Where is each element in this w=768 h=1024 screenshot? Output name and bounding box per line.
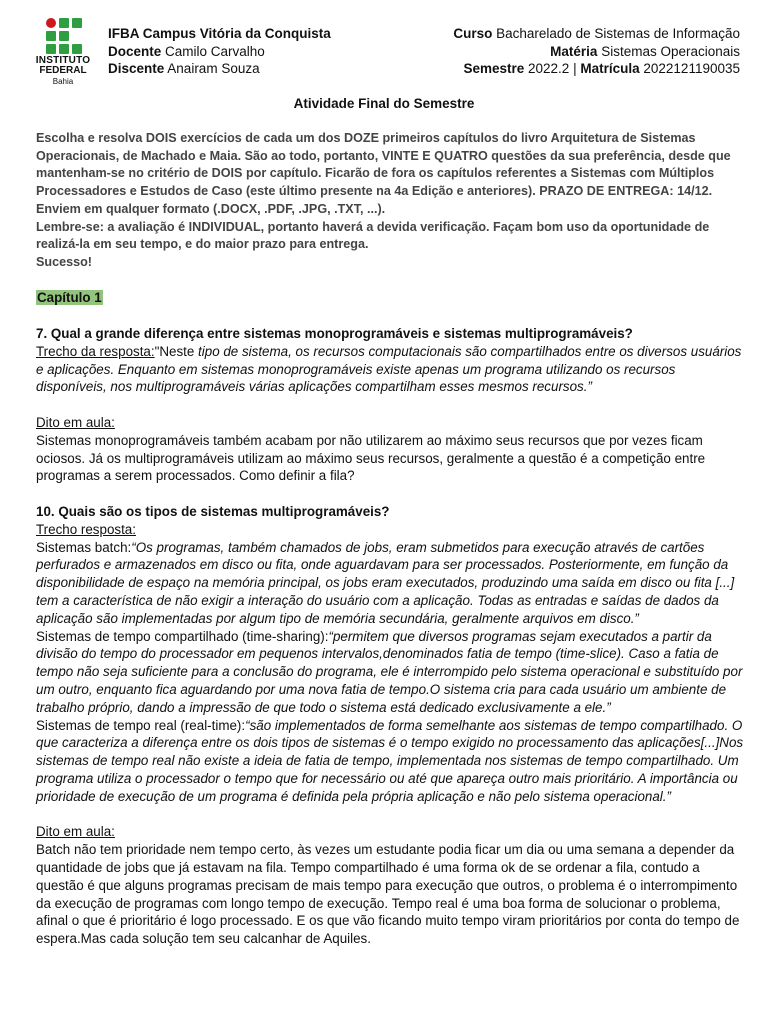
materia-line (453, 43, 740, 61)
q7-dito-label: Dito em aula: (36, 415, 115, 430)
q7-trecho-label: Trecho da resposta: (36, 343, 155, 359)
logo-line1: INSTITUTO (35, 55, 91, 66)
semestre-label: Semestre (463, 61, 525, 76)
instructions-p1: Escolha e resolva DOIS exercícios de cada um dos DOZE primeiros capítulos do livro Arquitetura de Sistemas Operacionais, de Machado e Maia. São ao todo, portanto, VINTE E QUATRO questões da sua preferência, desde que mantenham-se no critério de DOIS por capítulo. Ficarão de fora os capítulos referentes a Sistemas com Múltiplos Processadores e Estudos de Caso (este último presente na 4a Edição e anteriores). PRAZO DE ENTREGA: 14/12. Enviem em qualquer formato (.DOCX, .PDF, .JPG, .TXT, ...). (36, 131, 731, 216)
q10-dito-text: Batch não tem prioridade nem tempo certo, às vezes um estudante podia ficar um dia ou uma semana a depender da quantidade de jobs que já estavam na fila. Tempo compartilhado é uma forma ok de se ordenar a fila, contudo a questão é que alguns programas precisam de mais tempo para execução que outros, o problema é o interrompimento da execução de programas com longo tempo de execução. Tempo real é uma boa forma de solucionar o problema, afinal o que é prioritário é logo processado. E os que vão ficando muito tempo viram prioritários por conta do tempo de espera.Mas cada solução tem seu calcanhar de Aquiles. (36, 842, 740, 947)
q7-trecho (36, 343, 746, 396)
q10-ts-label: Sistemas de tempo compartilhado (time-sharing): (36, 628, 329, 644)
instructions-p3: Sucesso! (36, 254, 92, 269)
materia-label: Matéria (550, 43, 598, 59)
q10-dito-label: Dito em aula: (36, 824, 115, 840)
curso-value: Bacharelado de Sistemas de Informação (496, 26, 740, 41)
q10-batch (36, 539, 746, 628)
question-10: 10. Quais são os tipos de sistemas multiprogramáveis? (36, 503, 390, 519)
chapter-heading (36, 289, 746, 307)
discente-value: Anairam Souza (167, 61, 260, 76)
curso-label: Curso (453, 26, 493, 41)
chapter-label: Capítulo 1 (37, 290, 102, 306)
discente-line (108, 60, 331, 78)
q10-trecho-label: Trecho resposta: (36, 521, 136, 537)
q10-batch-label: Sistemas batch: (36, 539, 132, 555)
curso-line (453, 25, 740, 43)
q10-time-sharing (36, 628, 746, 717)
document-body (36, 130, 746, 948)
header-right (453, 25, 740, 78)
matricula-label: Matrícula (580, 61, 640, 76)
instructions (36, 130, 746, 272)
q10-real-time (36, 717, 746, 806)
semestre-value: 2022.2 (528, 61, 570, 76)
q10-rt-label: Sistemas de tempo real (real-time): (36, 717, 246, 733)
q7-trecho-text: tipo de sistema, os recursos computacionais são compartilhados entre os diversos usuários e aplicações. Enquanto em sistemas monoprogramáveis existe apenas um programa utilizando os recursos disponíveis, nos multiprogramáveis várias aplicações compartilham esses mesmos recursos.” (36, 343, 742, 395)
page-title: Atividade Final do Semestre (293, 96, 475, 111)
logo-line2: FEDERAL (39, 65, 87, 76)
logo-grid-icon (46, 18, 82, 54)
separator: | (573, 61, 577, 76)
q10-rt-text: “são implementados de forma semelhante aos sistemas de tempo compartilhado. O que caracteriza a diferença entre os dois tipos de sistemas é o tempo exigido no processamento das aplicações[...]Nos sistemas de tempo real não existe a ideia de fatia de tempo, implementada nos sistemas de tempo compartilhado. Um programa utiliza o processador o tempo que for necessário ou até que apareça outro mais prioritário. A importância ou prioridade de execução de um programa é definida pela própria aplicação e não pelo sistema operacional.” (36, 717, 744, 804)
materia-value: Sistemas Operacionais (601, 43, 740, 59)
q7-dito-text: Sistemas monoprogramáveis também acabam por não utilizarem ao máximo seus recursos que por vezes ficam ociosos. Já os multiprogramáveis utilizam ao máximo seus recursos, geralmente a questão é a competição entre programas a serem processados. Como definir a fila? (36, 432, 706, 484)
q10-ts-text: “permitem que diversos programas sejam executados a partir da divisão do tempo do processador em pequenos intervalos,denominados fatia de tempo (time-slice). Caso a fatia de tempo não seja suficiente para a conclusão do programa, ele é interrompido pelo sistema operacional e substituído por um outro, enquanto fica aguardando por uma nova fatia de tempo.O sistema cria para cada usuário um ambiente de trabalho próprio, dando a impressão de que todo o sistema está dedicado exclusivamente a ele.” (36, 628, 743, 715)
docente-label: Docente (108, 43, 162, 59)
matricula-value: 2022121190035 (643, 61, 740, 76)
question-7: 7. Qual a grande diferença entre sistemas monoprogramáveis e sistemas multiprogramáveis? (36, 326, 633, 342)
ifba-logo (30, 18, 96, 88)
document-header (0, 0, 768, 92)
campus-name: IFBA Campus Vitória da Conquista (108, 26, 331, 41)
q7-trecho-start: "Neste (154, 343, 195, 359)
instructions-p2: Lembre-se: a avaliação é INDIVIDUAL, portanto haverá a devida verificação. Façam bom uso da oportunidade de realizá-la em seu tempo, e do maior prazo para entrega. (36, 219, 710, 252)
docente-line (108, 43, 331, 61)
logo-line3: Bahia (52, 77, 74, 86)
q10-batch-text: “Os programas, também chamados de jobs, eram submetidos para execução através de cartões perfurados e armazenados em disco ou fita, onde aguardavam para ser processados. Posteriormente, em função da disponibilidade de espaço na memória principal, os jobs eram executados, produzindo uma saída em disco ou fita [...] tem a característica de não exigir a interação do usuário com a aplicação. Todas as entradas e saídas de dados da aplicação são implementadas por algum tipo de memória secundária, geralmente arquivos em disco.” (36, 539, 735, 626)
header-left (108, 25, 331, 78)
discente-label: Discente (108, 61, 165, 76)
semestre-line (453, 60, 740, 78)
docente-value: Camilo Carvalho (165, 43, 265, 59)
